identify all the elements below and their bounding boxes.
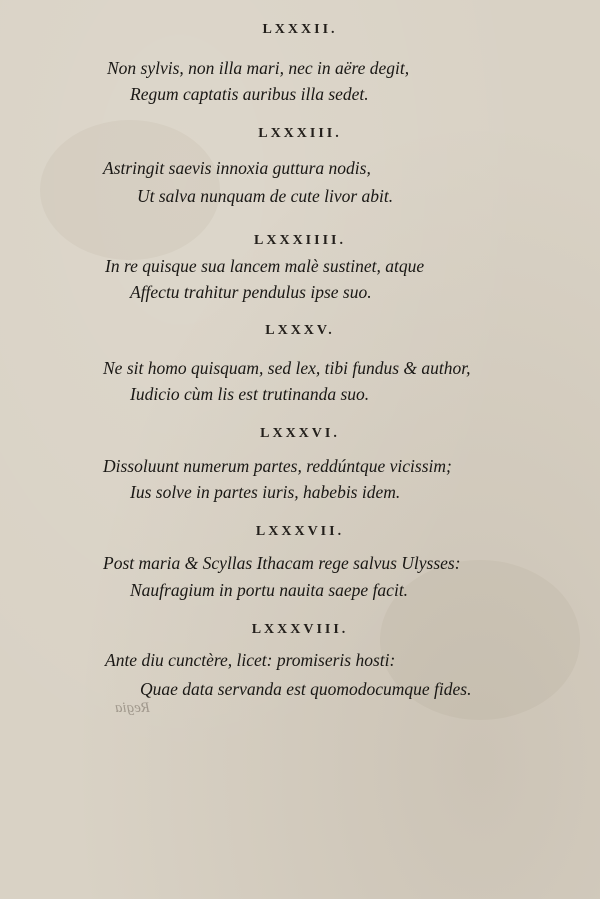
epigram-88-line-2: Quae data servanda est quomodocumque fides. [140, 679, 472, 699]
epigram-85-line-1: Ne sit homo quisquam, sed lex, tibi fundus & author, [103, 358, 471, 378]
epigram-87-line-1: Post maria & Scyllas Ithacam rege salvus Ulysses: [103, 553, 461, 573]
epigram-numeral-83: LXXXIII. [258, 126, 342, 141]
epigram-83-line-1: Astringit saevis innoxia guttura nodis, [103, 158, 371, 178]
epigram-86-line-1: Dissoluunt numerum partes, reddúntque vicissim; [103, 456, 452, 476]
epigram-numeral-87: LXXXVII. [255, 524, 345, 539]
epigram-numeral-82: LXXXII. [262, 22, 338, 37]
catchword: Regia [115, 700, 150, 716]
epigram-85-line-2: Iudicio cùm lis est trutinanda suo. [130, 384, 370, 404]
epigram-82-line-1: Non sylvis, non illa mari, nec in aëre degit, [107, 58, 410, 78]
epigram-87-line-2: Naufragium in portu nauita saepe facit. [130, 580, 409, 600]
epigram-numeral-84: LXXXIIII. [254, 233, 346, 248]
epigram-numeral-88: LXXXVIII. [251, 622, 349, 637]
epigram-84-line-1: In re quisque sua lancem malè sustinet, atque [105, 256, 425, 276]
epigram-86-line-2: Ius solve in partes iuris, habebis idem. [130, 482, 401, 502]
epigram-numeral-86: LXXXVI. [260, 426, 340, 441]
epigram-83-line-2: Ut salva nunquam de cute livor abit. [137, 186, 394, 206]
epigram-numeral-85: LXXXV. [265, 323, 335, 338]
epigram-88-line-1: Ante diu cunctère, licet: promiseris hosti: [105, 650, 396, 670]
epigram-82-line-2: Regum captatis auribus illa sedet. [130, 84, 369, 104]
epigram-84-line-2: Affectu trahitur pendulus ipse suo. [130, 282, 372, 302]
